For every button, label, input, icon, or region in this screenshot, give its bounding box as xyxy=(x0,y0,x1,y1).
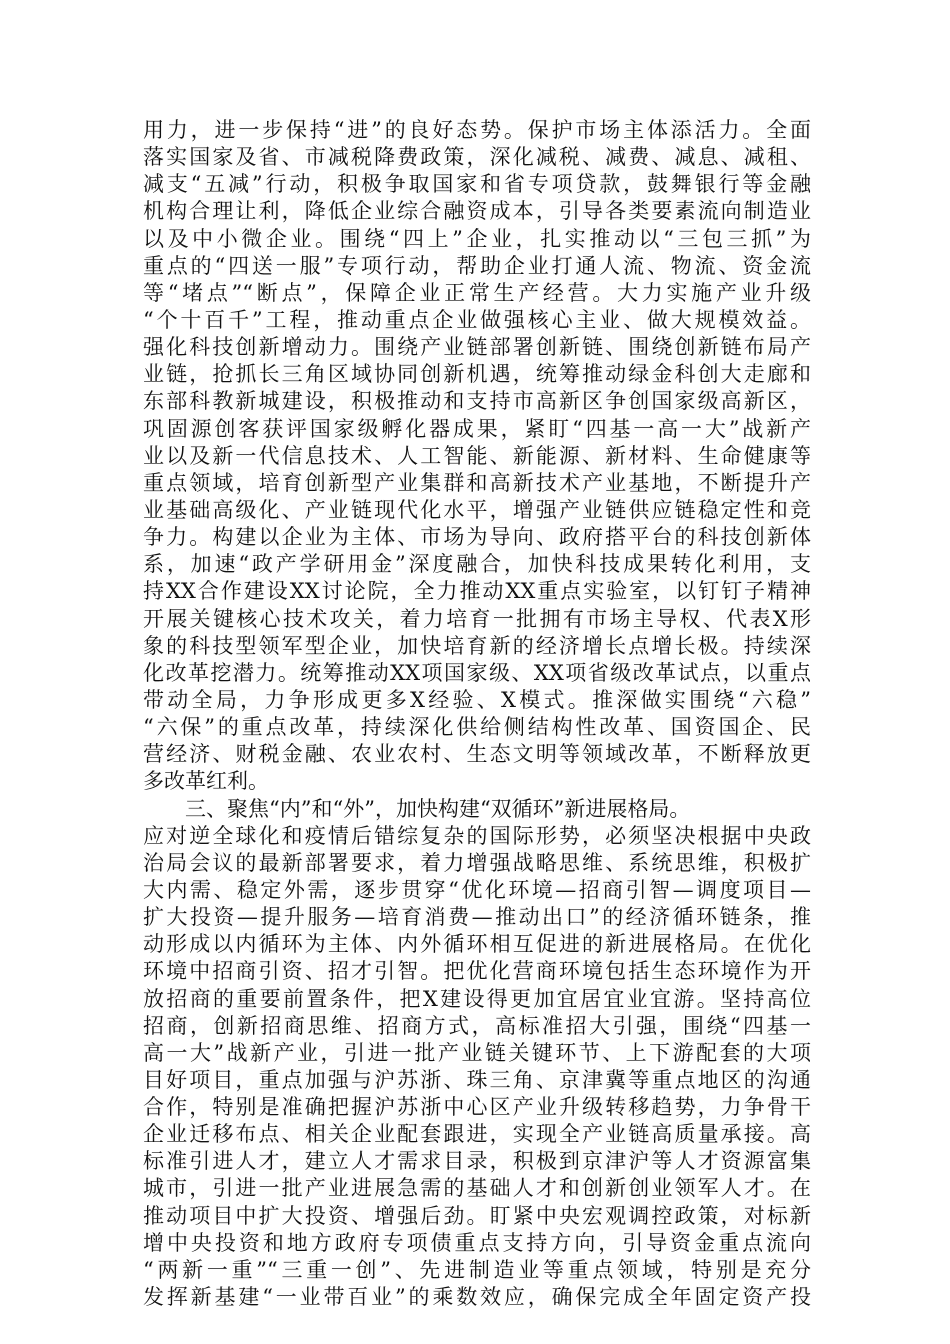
text-line: 以及中小微企业。围绕“四上”企业，扎实推动以“三包三抓”为 xyxy=(143,226,811,251)
text-line: 重点的“四送一服”专项行动，帮助企业打通人流、物流、资金流 xyxy=(143,253,811,278)
text-line: 多改革红利。 xyxy=(143,769,269,794)
text-line: 机构合理让利，降低企业综合融资成本，引导各类要素流向制造业 xyxy=(143,199,811,224)
text-line: 高一大”战新产业，引进一批产业链关键环节、上下游配套的大项 xyxy=(143,1040,811,1065)
text-line: 应对逆全球化和疫情后错综复杂的国际形势，必须坚决根据中央政 xyxy=(143,823,811,848)
text-line: 环境中招商引资、招才引智。把优化营商环境包括生态环境作为开 xyxy=(143,959,811,984)
text-line: 强化科技创新增动力。围绕产业链部署创新链、围绕创新链布局产 xyxy=(143,335,811,360)
text-line: “两新一重”“三重一创”、先进制造业等重点领域，特别是充分 xyxy=(143,1257,811,1282)
text-line: 争力。构建以企业为主体、市场为导向、政府搭平台的科技创新体 xyxy=(143,525,811,550)
text-line: 城市，引进一批产业进展急需的基础人才和创新创业领军人才。在 xyxy=(143,1176,811,1201)
text-line: 标准引进人才，建立人才需求目录，积极到京津沪等人才资源富集 xyxy=(143,1149,811,1174)
text-line: 招商，创新招商思维、招商方式，高标准招大引强，围绕“四基一 xyxy=(143,1013,811,1038)
text-line: 增中央投资和地方政府专项债重点支持方向，引导资金重点流向 xyxy=(143,1230,811,1255)
text-line: 业链，抢抓长三角区域协同创新机遇，统筹推动绿金科创大走廊和 xyxy=(143,362,811,387)
text-line: “个十百千”工程，推动重点企业做强核心主业、做大规模效益。 xyxy=(143,307,811,332)
text-line: 等“堵点”“断点”，保障企业正常生产经营。大力实施产业升级 xyxy=(143,280,811,305)
text-line: “六保”的重点改革，持续深化供给侧结构性改革、国资国企、民 xyxy=(143,715,811,740)
text-line: 象的科技型领军型企业，加快培育新的经济增长点增长极。持续深 xyxy=(143,633,811,658)
text-line: 业基础高级化、产业链现代化水平，增强产业链供应链稳定性和竞 xyxy=(143,497,811,522)
text-line: 扩大投资—提升服务—培育消费—推动出口”的经济循环链条，推 xyxy=(143,905,811,930)
text-line: 动形成以内循环为主体、内外循环相互促进的新进展格局。在优化 xyxy=(143,932,811,957)
text-line: 合作，特别是准确把握沪苏浙中心区产业升级转移趋势，力争骨干 xyxy=(143,1095,811,1120)
text-line: 开展关键核心技术攻关，着力培育一批拥有市场主导权、代表X形 xyxy=(143,606,811,631)
text-line: 治局会议的最新部署要求，着力增强战略思维、系统思维，积极扩 xyxy=(143,850,811,875)
text-line: 东部科教新城建设，积极推动和支持市高新区争创国家级高新区， xyxy=(143,389,811,414)
text-line: 营经济、财税金融、农业农村、生态文明等领域改革，不断释放更 xyxy=(143,742,811,767)
text-line: 目好项目，重点加强与沪苏浙、珠三角、京津冀等重点地区的沟通 xyxy=(143,1067,811,1092)
text-line: 带动全局，力争形成更多X经验、X模式。推深做实围绕“六稳” xyxy=(143,687,811,712)
text-line: 持XX合作建设XX讨论院，全力推动XX重点实验室，以钉钉子精神 xyxy=(143,579,811,604)
text-line: 重点领域，培育创新型产业集群和高新技术产业基地，不断提升产 xyxy=(143,470,811,495)
text-line: 放招商的重要前置条件，把X建设得更加宜居宜业宜游。坚持高位 xyxy=(143,986,811,1011)
body-text xyxy=(143,117,811,1311)
text-line: 化改革挖潜力。统筹推动XX项国家级、XX项省级改革试点，以重点 xyxy=(143,660,811,685)
text-line: 减支“五减”行动，积极争取国家和省专项贷款，鼓舞银行等金融 xyxy=(143,172,811,197)
text-line: 大内需、稳定外需，逐步贯穿“优化环境—招商引智—调度项目— xyxy=(143,877,811,902)
text-line: 系，加速“政产学研用金”深度融合，加快科技成果转化利用，支 xyxy=(143,552,811,577)
text-line: 三、聚焦“内”和“外”，加快构建“双循环”新进展格局。 xyxy=(143,796,691,821)
text-line: 巩固源创客获评国家级孵化器成果，紧盯“四基一高一大”战新产 xyxy=(143,416,811,441)
text-line: 用力，进一步保持“进”的良好态势。保护市场主体添活力。全面 xyxy=(143,118,811,142)
text-line: 落实国家及省、市减税降费政策，深化减税、减费、减息、减租、 xyxy=(143,145,811,170)
text-line: 发挥新基建“一业带百业”的乘数效应，确保完成全年固定资产投 xyxy=(143,1285,811,1310)
text-line: 推动项目中扩大投资、增强后劲。盯紧中央宏观调控政策，对标新 xyxy=(143,1203,811,1228)
text-line: 企业迁移布点、相关企业配套跟进，实现全产业链高质量承接。高 xyxy=(143,1122,811,1147)
text-line: 业以及新一代信息技术、人工智能、新能源、新材料、生命健康等 xyxy=(143,443,811,468)
